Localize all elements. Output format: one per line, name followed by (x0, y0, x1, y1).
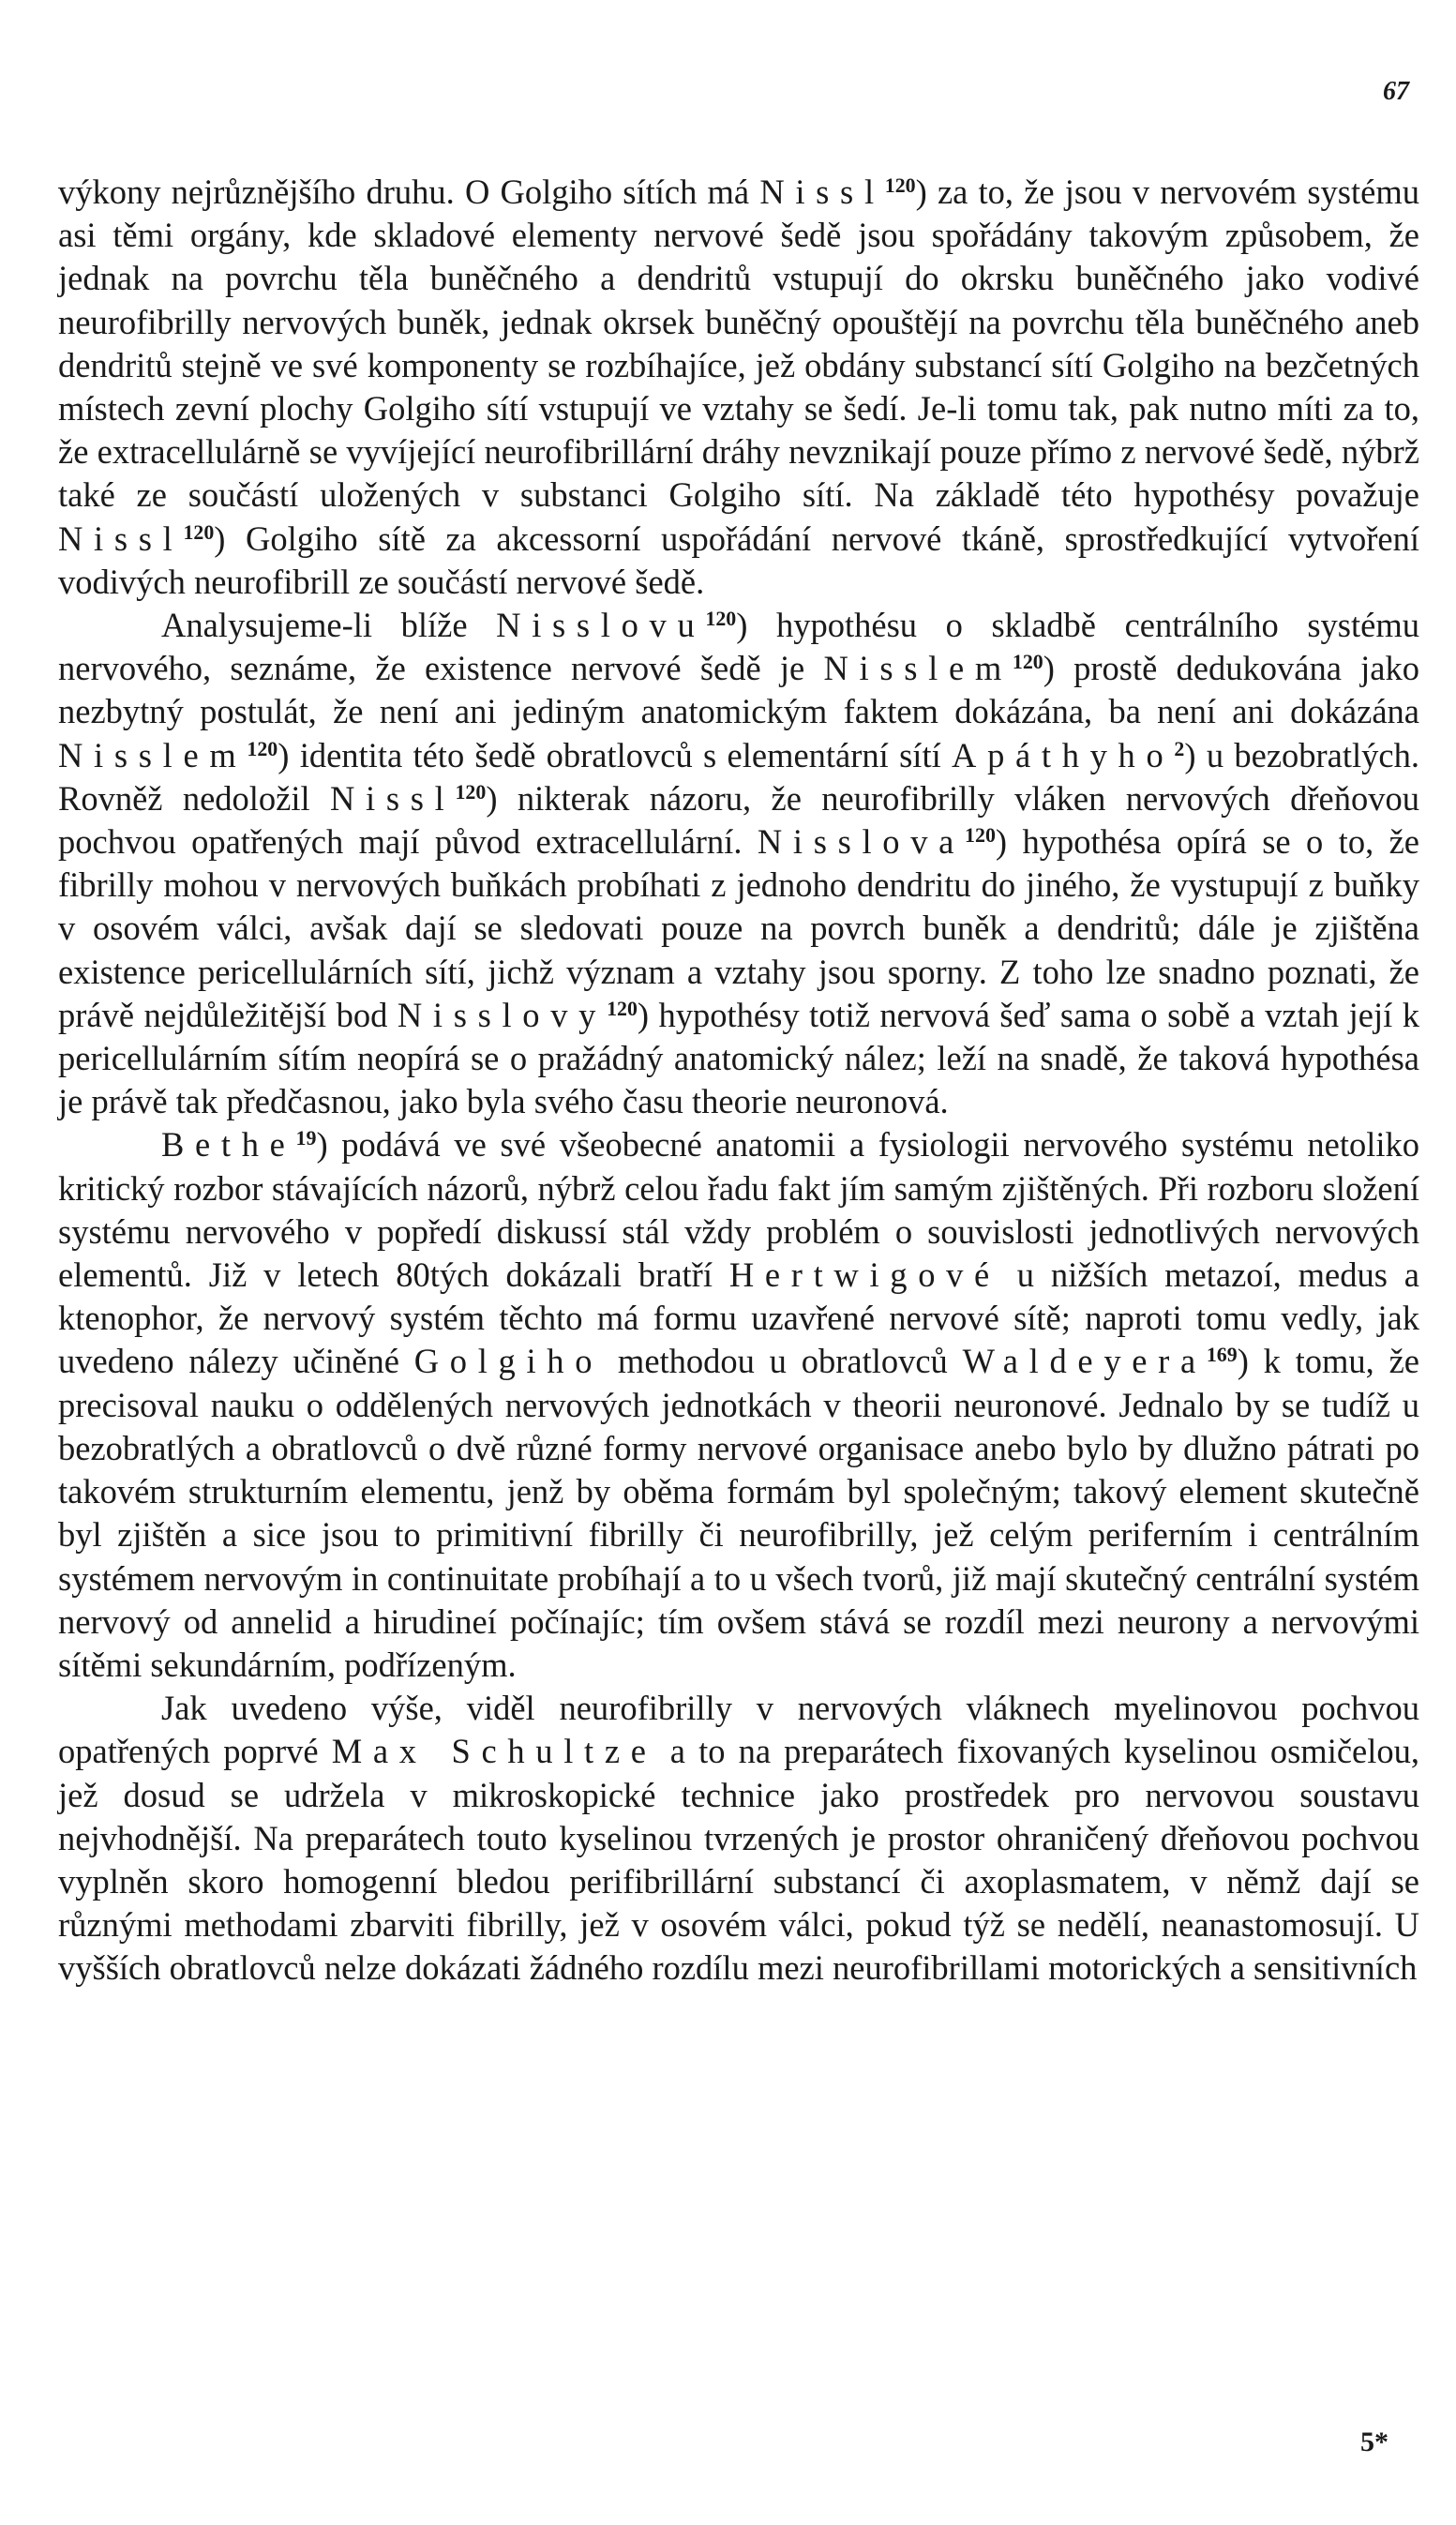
text-run: methodou u obratlovců (603, 1342, 963, 1381)
footnote-ref: 120 (705, 607, 737, 630)
text-run: ) za to, že jsou v nervovém systému asi těmi orgány, kde skladové elementy nervové šedě jsou spořádány takovým způsobem, že jednak na povrchu těla buněčného a dendritů vstupují do okrsku buněčného jako vodivé neurofibrilly nervových buněk, jednak okrsek buněčný opouštějí na povrchu těla buněčného aneb dendritů stejně ve své komponenty se rozbíhajíce, jež obdány substancí sítí Golgiho na bezčetných místech zevní plochy Golgiho sítí vstupují ve vztahy se šedí. Je-li tomu tak, pak nutno míti za to, že extracellulárně se vyvíjející neurofibrillární dráhy nevznikají pouze přímo z nervové šedě, nýbrž také ze součástí uložených v substanci Golgiho sítí. Na základě této hypothésy považuje (58, 173, 1419, 515)
author-name: Nisslova (757, 822, 966, 862)
footnote-ref: 169 (1206, 1343, 1238, 1367)
author-name: Nisslem (58, 735, 248, 774)
author-name: Nisslovy (397, 995, 608, 1034)
author-name: Max Schultze (331, 1732, 657, 1771)
text-run: ) prostě dedukována jako nezbytný postulát, že není ani jediným anatomickým faktem dokázána, ba není ani dokázána (58, 649, 1419, 731)
paragraph-4 (58, 1687, 1419, 1990)
author-name: Nisslem (823, 649, 1013, 688)
text-run: ) u bezobratlých. Rovněž nedoložil (58, 735, 1419, 818)
paragraph-1 (58, 171, 1419, 604)
text-run: ) k tomu, že precisoval nauku o oddělených nervových jednotkách v theorii neuronové. Jednalo by se tudíž u bezobratlých a obratlovců o dvě různé formy nervové organisace anebo bylo by dlužno pátrati po takovém strukturním elementu, jenž by oběma formám byl společným; takový element skutečně byl zjištěn a sice jsou to primitivní fibrilly či neurofibrilly, jež celým periferním i centrálním systémem nervovým in continuitate probíhají a to u všech tvorů, již mají skutečný centrální systém nervový od annelid a hirudineí počínajíc; tím ovšem stává se rozdíl mezi neurony a nervovými sítěmi sekundárním, podřízeným. (58, 1342, 1419, 1684)
text-run: ) identita této šedě obratlovců s elementární sítí (278, 735, 953, 774)
paragraph-3 (58, 1123, 1419, 1687)
footnote-ref: 120 (455, 779, 487, 804)
text-run: výkony nejrůznějšího druhu. O Golgiho sítích má (58, 173, 760, 211)
author-name: Hertwigové (728, 1255, 1000, 1295)
text-run: ) hypothésu o skladbě centrálního systému nervového, seznáme, že existence nervové šedě je (58, 606, 1419, 688)
footnote-ref: 120 (965, 823, 996, 848)
text-run: ) Golgiho sítě za akcessorní uspořádání nervové tkáně, sprostředkující vytvoření vodivých neurofibrill ze součástí nervové šedě. (58, 519, 1419, 601)
author-name: Nissl (759, 173, 885, 211)
text-run: u nižších metazoí, medus a ktenophor, že nervový systém těchto má formu uzavřené nervové sítě; naproti tomu vedly, jak uvedeno nálezy učiněné (58, 1255, 1419, 1381)
paragraph-2 (58, 604, 1419, 1123)
text-run: Jak uvedeno výše, viděl neurofibrilly v nervových vláknech myelinovou pochvou opatřených poprvé (58, 1689, 1419, 1771)
text-run: ) hypothésy totiž nervová šeď sama o sobě a vztah její k pericellulárním sítím neopírá se o pražádný anatomický nález; leží na snadě, že taková hypothésa je právě tak předčasnou, jako byla svého času theorie neuronová. (58, 995, 1419, 1121)
text-run: ) nikterak názoru, že neurofibrilly vláken nervových dřeňovou pochvou opatřených mají původ extracellulární. (58, 778, 1419, 862)
text-run: ) hypothésa opírá se o to, že fibrilly mohou v nervových buňkách probíhati z jednoho dendritu do jiného, že vystupují z buňky v osovém válci, avšak dají se sledovati pouze na povrch buněk a dendritů; dále je zjištěna existence pericellulárních sítí, jichž význam a vztahy jsou sporny. Z toho lze snadno poznati, že právě nejdůležitější bod (58, 822, 1419, 1034)
author-name: Waldeyera (962, 1342, 1207, 1381)
text-run: ) podává ve své všeobecné anatomii a fysiologii nervového systému netoliko kritický rozbor stávajících názorů, nýbrž celou řadu fakt jím samým zjištěných. Při rozboru složení systému nervového v popředí diskussí stál vždy problém o souvislosti jednotlivých nervových elementů. Již v letech 80tých dokázali bratří (58, 1125, 1419, 1295)
footnote-ref: 2 (1174, 736, 1185, 760)
author-name: Golgiho (413, 1342, 604, 1381)
sheet-signature: 5* (1360, 2427, 1388, 2457)
footnote-ref: 19 (295, 1126, 317, 1150)
author-name: Nissl (58, 519, 184, 558)
page-number: 67 (1383, 77, 1409, 106)
text-run: Analysujeme-li blíže (161, 606, 497, 645)
body-text (58, 171, 1419, 1991)
author-name: Bethe (161, 1125, 296, 1165)
footnote-ref: 120 (1012, 650, 1043, 674)
text-run: a to na preparátech fixovaných kyselinou osmičelou, jež dosud se udržela v mikroskopické technice jako prostředek pro nervovou soustavu nejvhodnější. Na preparátech touto kyselinou tvrzených je prostor ohraničený dřeňovou pochvou vyplněn skoro homogenní bledou perifibrillární substancí či axoplasmatem, v němž dají se různými methodami zbarviti fibrilly, jež v osovém válci, pokud týž se nedělí, neanastomosují. U vyšších obratlovců nelze dokázati žádného rozdílu mezi neurofibrillami motorických a sensitivních (58, 1732, 1419, 1988)
author-name: Nisslovu (496, 606, 706, 645)
footnote-ref: 120 (884, 173, 916, 197)
author-name: Apáthyho (952, 735, 1175, 774)
footnote-ref: 120 (607, 996, 638, 1020)
footnote-ref: 120 (247, 736, 278, 760)
footnote-ref: 120 (183, 519, 215, 544)
author-name: Nissl (330, 778, 456, 818)
